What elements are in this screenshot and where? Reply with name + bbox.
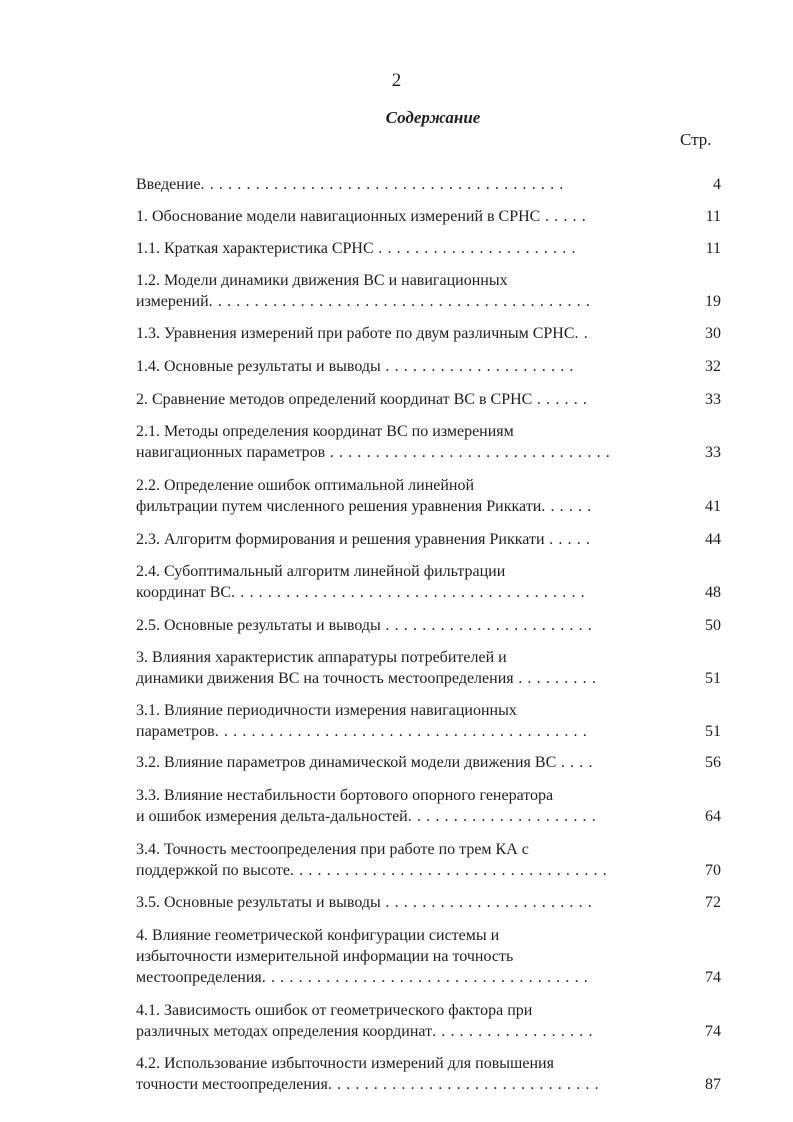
- entry-title: поддержкой по высоте: [136, 862, 290, 879]
- toc-entry-4-1: [136, 1000, 721, 1042]
- dot-leader: . . . . . . . . . . . . . . . . . . . . . . . . . . . . . . . . . . . . . . .: [231, 584, 586, 601]
- entry-title: параметров: [136, 723, 215, 740]
- page-ref: 44: [705, 531, 721, 548]
- entry-title: фильтрации путем численного решения уравнения Риккати: [136, 498, 542, 515]
- page-ref: 48: [705, 584, 721, 601]
- entry-line: [136, 529, 721, 550]
- page-ref: 64: [705, 808, 721, 825]
- dot-leader: . . . . . . . . . . . . . . . . . . . . . . . . . . . . . .: [327, 1076, 600, 1093]
- page-ref: 87: [705, 1076, 721, 1093]
- entry-line: [136, 860, 721, 881]
- page-ref: 33: [705, 391, 721, 408]
- entry-title: Введение: [136, 176, 201, 193]
- toc-entry-1-4: [136, 356, 721, 377]
- toc-entry-1-3: [136, 323, 721, 344]
- toc-entry-1-2: [136, 270, 721, 312]
- page-ref: 56: [705, 754, 721, 771]
- page-ref: 41: [705, 498, 721, 515]
- entry-line: 3. Влияния характеристик аппаратуры потребителей и: [136, 649, 507, 666]
- entry-line: [136, 174, 721, 195]
- entry-line: 2.2. Определение ошибок оптимальной линейной: [136, 477, 475, 494]
- entry-line: [136, 892, 721, 913]
- entry-line: [136, 615, 721, 636]
- dot-leader: . . . . . . . . . . . . . . . . . . . . . . .: [380, 617, 593, 634]
- entry-title: различных методах определения координат: [136, 1023, 433, 1040]
- entry-title: 3.2. Влияние параметров динамической модели движения ВС: [136, 754, 557, 771]
- page-ref: 50: [705, 617, 721, 634]
- dot-leader: . . . . . .: [541, 498, 592, 515]
- toc-entry-3: [136, 647, 721, 689]
- page-ref: 74: [705, 969, 721, 986]
- toc-title: Содержание: [385, 108, 481, 127]
- entry-title: 2. Сравнение методов определений координат ВС в СРНС: [136, 391, 533, 408]
- toc-entry-4-2: [136, 1053, 721, 1095]
- toc-entry-2-4: [136, 561, 721, 603]
- toc-entry-3-3: [136, 785, 721, 827]
- dot-leader: . . . . . . . . . . . . . . . . . . . . . . . . . . . . . . . . . . . . . . . . . .: [208, 293, 591, 310]
- entry-line: 3.1. Влияние периодичности измерения навигационных: [136, 702, 517, 719]
- toc-entry-2-5: [136, 615, 721, 636]
- dot-leader: . . . . . . . . . . . . . . . . . . . . .: [380, 358, 574, 375]
- entry-title: координат ВС: [136, 584, 232, 601]
- page-ref: 70: [705, 862, 721, 879]
- toc-entry-2-1: [136, 421, 721, 463]
- entry-line: 3.3. Влияние нестабильности бортового опорного генератора: [136, 787, 554, 804]
- entry-title: 1.4. Основные результаты и выводы: [136, 358, 381, 375]
- entry-title: 2.5. Основные результаты и выводы: [136, 617, 381, 634]
- page-ref: 4: [713, 176, 721, 193]
- entry-title: 2.3. Алгоритм формирования и решения уравнения Риккати: [136, 531, 545, 548]
- entry-line: [136, 582, 721, 603]
- entry-line: [136, 721, 721, 742]
- entry-line: [136, 1074, 721, 1095]
- page-ref: 33: [705, 444, 721, 461]
- entry-line: [136, 496, 721, 517]
- page-ref: 72: [705, 894, 721, 911]
- dot-leader: . . . . . . . . . . . . . . . . . . . . . .: [373, 240, 577, 257]
- entry-line: 4.1. Зависимость ошибок от геометрического фактора при: [136, 1002, 533, 1019]
- dot-leader: . . . . .: [544, 531, 591, 548]
- page-ref: 11: [705, 208, 721, 225]
- entry-line: избыточности измерительной информации на точность: [136, 948, 514, 965]
- page-ref: 51: [705, 670, 721, 687]
- entry-line: [136, 206, 721, 227]
- entry-title: местоопределения: [136, 969, 262, 986]
- toc-entry-3-2: [136, 752, 721, 773]
- page-ref: 74: [705, 1023, 721, 1040]
- dot-leader: . . . . . . . . . . . . . . . . . . . . .: [407, 808, 597, 825]
- dot-leader: . . . . . . . . . . . . . . . . . .: [432, 1023, 594, 1040]
- dot-leader: . . . . . . . . . . . . . . . . . . . . . . . . . . . . . . . . . . . . . . . . .: [214, 723, 588, 740]
- entry-line: [136, 442, 721, 463]
- entry-title: точности местоопределения: [136, 1076, 328, 1093]
- page-number: 2: [391, 70, 402, 91]
- entry-line: 1.2. Модели динамики движения ВС и навигационных: [136, 272, 508, 289]
- dot-leader: . . . . . . . . . . . . . . . . . . . . . . . . . . . . . . .: [325, 444, 611, 461]
- entry-title: 1. Обоснование модели навигационных измерений в СРНС: [136, 208, 541, 225]
- page-ref: 11: [705, 240, 721, 257]
- entry-line: 2.1. Методы определения координат ВС по измерениям: [136, 423, 514, 440]
- entry-line: 4.2. Использование избыточности измерений для повышения: [136, 1055, 554, 1072]
- entry-line: [136, 238, 721, 259]
- entry-title: 1.1. Краткая характеристика СРНС: [136, 240, 374, 257]
- entry-line: [136, 323, 721, 344]
- toc-entry-1: [136, 206, 721, 227]
- entry-line: [136, 752, 721, 773]
- page-ref: 32: [705, 358, 721, 375]
- toc-entry-1-1: [136, 238, 721, 259]
- toc-entry-3-1: [136, 700, 721, 742]
- dot-leader: . . . . .: [540, 208, 587, 225]
- entry-line: [136, 356, 721, 377]
- entry-line: [136, 967, 721, 988]
- dot-leader: . . . . . . . . .: [513, 670, 597, 687]
- toc-entry-4: [136, 925, 721, 988]
- entry-title: измерений: [136, 293, 209, 310]
- page-ref: 19: [705, 293, 721, 310]
- entry-title: и ошибок измерения дельта-дальностей: [136, 808, 408, 825]
- entry-line: [136, 668, 721, 689]
- page-column-header: Стр.: [680, 130, 712, 149]
- entry-title: динамики движения ВС на точность местоопределения: [136, 670, 514, 687]
- entry-line: 4. Влияние геометрической конфигурации системы и: [136, 927, 500, 944]
- toc-entry-introduction: [136, 174, 721, 195]
- dot-leader: . . . . . . . . . . . . . . . . . . . . . . . . . . . . . . . . . . . . . . . .: [200, 176, 564, 193]
- dot-leader: . . . . . .: [532, 391, 588, 408]
- dot-leader: . . . .: [556, 754, 594, 771]
- entry-line: 2.4. Субоптимальный алгоритм линейной фильтрации: [136, 563, 506, 580]
- toc-entry-2: [136, 389, 721, 410]
- page-ref: 30: [705, 325, 721, 342]
- dot-leader: . . . . . . . . . . . . . . . . . . . . . . .: [380, 894, 593, 911]
- entry-title: 3.5. Основные результаты и выводы: [136, 894, 381, 911]
- toc-entry-3-4: [136, 839, 721, 881]
- dot-leader: . . . . . . . . . . . . . . . . . . . . . . . . . . . . . . . . . . . .: [261, 969, 589, 986]
- dot-leader: . .: [574, 325, 589, 342]
- dot-leader: . . . . . . . . . . . . . . . . . . . . . . . . . . . . . . . . . . .: [289, 862, 608, 879]
- toc-entry-2-3: [136, 529, 721, 550]
- entry-title: навигационных параметров: [136, 444, 326, 461]
- entry-line: 3.4. Точность местоопределения при работе по трем КА с: [136, 841, 529, 858]
- entry-line: [136, 806, 721, 827]
- entry-line: [136, 1021, 721, 1042]
- entry-title: 1.3. Уравнения измерений при работе по двум различным СРНС: [136, 325, 575, 342]
- toc-entry-3-5: [136, 892, 721, 913]
- entry-line: [136, 389, 721, 410]
- toc-entry-2-2: [136, 475, 721, 517]
- page-ref: 51: [705, 723, 721, 740]
- entry-line: [136, 291, 721, 312]
